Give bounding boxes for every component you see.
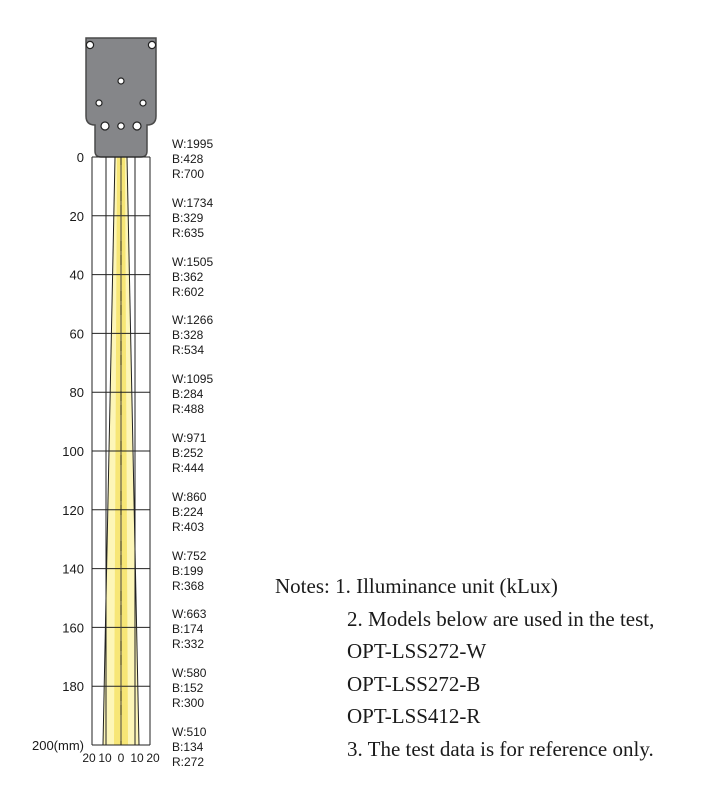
screw-hole-icon [140, 100, 146, 106]
light-source-device [86, 38, 156, 157]
y-tick-label: 160 [62, 620, 84, 636]
readout-group [172, 490, 206, 535]
readout-w: W:663 [172, 607, 207, 622]
y-tick-label: 200(mm) [31, 738, 84, 753]
readout-group [172, 255, 213, 300]
y-tick-label: 180 [62, 679, 84, 695]
device-housing [86, 38, 156, 157]
x-tick-label: 0 [117, 751, 125, 765]
screw-hole-icon [118, 123, 124, 129]
x-axis-labels [82, 751, 160, 765]
readout-r: R:444 [172, 461, 205, 475]
screw-hole-icon [101, 122, 109, 130]
screw-hole-icon [148, 41, 155, 48]
readout-w: W:1505 [172, 254, 214, 269]
readout-b: B:134 [172, 740, 204, 754]
y-tick-label: 120 [62, 502, 84, 518]
readout-b: B:284 [172, 387, 204, 402]
readout-r: R:602 [172, 284, 205, 299]
readout-w: W:1734 [172, 195, 214, 210]
screw-hole-icon [86, 41, 93, 48]
readout-b: B:362 [172, 269, 204, 284]
readout-w: W:1095 [172, 372, 214, 387]
readout-b: B:328 [172, 328, 204, 343]
readout-b: B:152 [172, 681, 204, 696]
readout-w: W:971 [172, 431, 207, 445]
readout-b: B:224 [172, 504, 204, 519]
readout-b: B:329 [172, 210, 204, 225]
y-tick-label: 40 [69, 267, 84, 283]
readout-b: B:174 [172, 622, 204, 637]
readout-group [172, 725, 206, 770]
readout-r: R:700 [172, 167, 205, 181]
y-axis-labels [32, 150, 84, 753]
readout-group [172, 431, 206, 476]
readout-r: R:403 [172, 519, 205, 534]
note-line: 2. Models below are used in the test, [347, 606, 655, 631]
readout-w: W:1995 [172, 137, 214, 151]
y-tick-label: 100 [62, 444, 84, 459]
notes-block [275, 570, 654, 766]
readout-group [172, 372, 213, 417]
y-tick-label: 0 [76, 150, 84, 165]
readout-group [172, 196, 213, 241]
readout-group [172, 137, 213, 182]
y-tick-label: 20 [69, 208, 84, 224]
x-tick-label: 10 [130, 751, 144, 765]
x-tick-label: 20 [146, 751, 160, 765]
x-tick-label: 20 [82, 751, 96, 765]
readout-r: R:534 [172, 343, 205, 358]
readout-group [172, 313, 213, 358]
screw-hole-icon [96, 100, 102, 106]
readout-group [172, 666, 206, 711]
readout-r: R:368 [172, 578, 205, 593]
note-line: OPT-LSS412-R [347, 704, 481, 729]
readout-b: B:428 [172, 152, 204, 166]
y-tick-label: 60 [69, 326, 84, 342]
y-tick-label: 80 [69, 385, 84, 401]
readout-r: R:332 [172, 637, 205, 652]
readout-b: B:252 [172, 446, 204, 460]
readout-r: R:488 [172, 402, 205, 417]
y-tick-label: 140 [62, 561, 84, 577]
readout-w: W:860 [172, 489, 207, 504]
readout-w: W:1266 [172, 313, 214, 328]
note-line: OPT-LSS272-B [347, 671, 481, 696]
readout-group [172, 607, 206, 652]
screw-hole-icon [118, 78, 124, 84]
readout-r: R:635 [172, 225, 205, 240]
screw-hole-icon [133, 122, 141, 130]
readout-r: R:300 [172, 696, 205, 711]
x-tick-label: 10 [98, 751, 112, 765]
readout-w: W:580 [172, 666, 207, 681]
readout-r: R:272 [172, 755, 205, 769]
note-line: Notes: 1. Illuminance unit (kLux) [275, 574, 558, 598]
readout-w: W:510 [172, 725, 207, 739]
note-line: 3. The test data is for reference only. [347, 736, 654, 761]
readout-group [172, 549, 206, 594]
readout-w: W:752 [172, 548, 207, 563]
readout-b: B:199 [172, 563, 204, 578]
note-line: OPT-LSS272-W [347, 639, 487, 664]
